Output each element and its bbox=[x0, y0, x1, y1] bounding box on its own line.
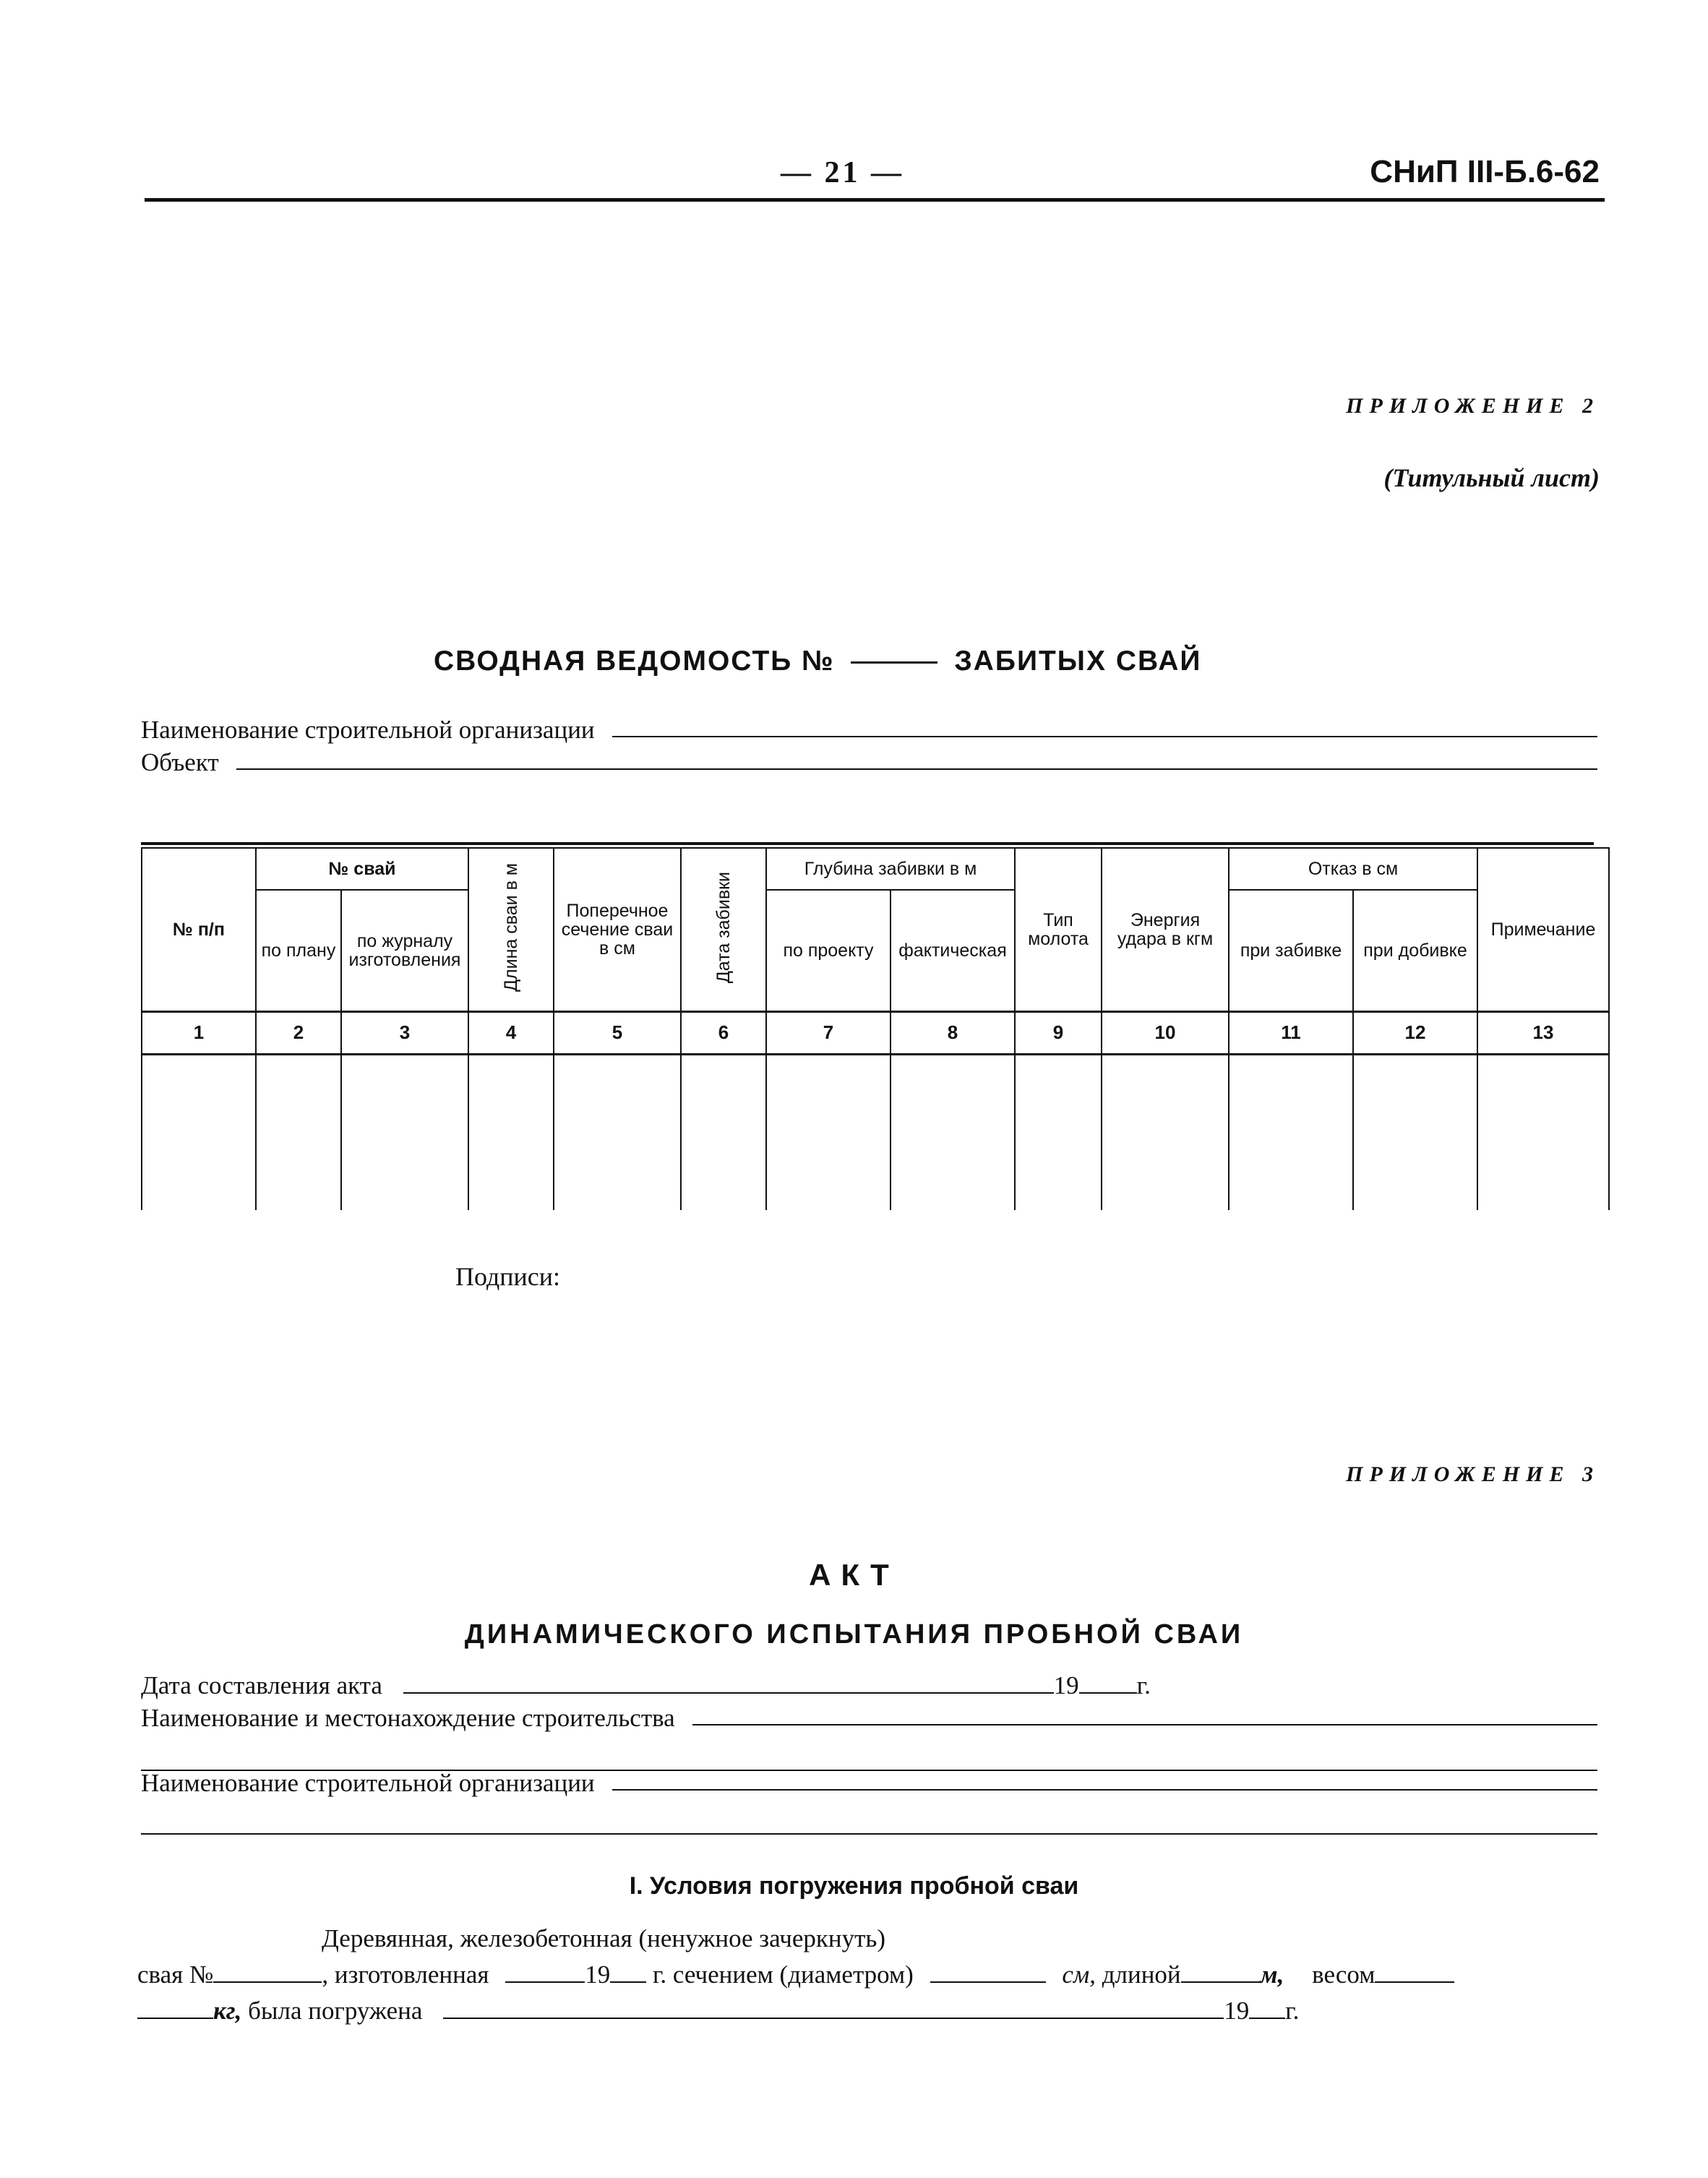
table-cell bbox=[468, 1055, 554, 1211]
column-number: 1 bbox=[142, 1012, 256, 1055]
header-driving-date: Дата забивки bbox=[681, 848, 766, 1012]
made-label: , изготовленная bbox=[322, 1960, 489, 1989]
table-header-row-2 bbox=[142, 890, 1609, 1012]
org-name-row bbox=[141, 716, 1597, 745]
made-date-blank bbox=[505, 1981, 585, 1983]
pile-number-blank bbox=[213, 1981, 322, 1983]
column-number: 7 bbox=[766, 1012, 891, 1055]
summary-sheet-title bbox=[434, 646, 1229, 677]
act-year-blank bbox=[1079, 1692, 1137, 1694]
act-year-prefix: 19 bbox=[1053, 1671, 1079, 1699]
driven-year-prefix: 19 bbox=[1224, 1997, 1250, 2025]
appendix-3-label: ПРИЛОЖЕНИЕ 3 bbox=[1346, 1462, 1600, 1486]
pile-details-line-1 bbox=[137, 1960, 1590, 1989]
column-number: 11 bbox=[1229, 1012, 1353, 1055]
act-year-suffix: г. bbox=[1136, 1671, 1151, 1699]
kg-unit: кг, bbox=[213, 1997, 242, 2025]
appendix-2-label: ПРИЛОЖЕНИЕ 2 bbox=[1346, 394, 1600, 418]
act-org-blank bbox=[612, 1789, 1597, 1791]
column-number: 9 bbox=[1015, 1012, 1102, 1055]
header-rule bbox=[145, 198, 1605, 202]
header-by-journal: по журналу изготовления bbox=[341, 890, 468, 1012]
header-refusal-redriving: при добивке bbox=[1353, 890, 1477, 1012]
page-number: — 21 — bbox=[781, 156, 904, 189]
header-pile-length: Длина сваи в м bbox=[468, 848, 554, 1012]
act-org-blank-2 bbox=[141, 1833, 1597, 1835]
column-number: 13 bbox=[1477, 1012, 1609, 1055]
object-blank bbox=[236, 768, 1597, 770]
act-title: АКТ bbox=[809, 1558, 899, 1592]
sheet-number-blank bbox=[851, 661, 937, 664]
driven-year-blank bbox=[1249, 2018, 1285, 2019]
table-cell bbox=[1102, 1055, 1229, 1211]
weight-label: весом bbox=[1312, 1960, 1376, 1989]
column-number: 8 bbox=[891, 1012, 1015, 1055]
table-cell bbox=[1353, 1055, 1477, 1211]
table-cell bbox=[681, 1055, 766, 1211]
m-unit: м, bbox=[1260, 1960, 1284, 1989]
table-cell bbox=[891, 1055, 1015, 1211]
table-header-row-1 bbox=[142, 848, 1609, 890]
header-hammer-type: Тип молота bbox=[1015, 848, 1102, 1012]
section-1-title: I. Условия погружения пробной сваи bbox=[629, 1872, 1079, 1900]
signatures-label: Подписи: bbox=[455, 1262, 561, 1291]
column-number-row bbox=[142, 1012, 1609, 1055]
act-subtitle: ДИНАМИЧЕСКОГО ИСПЫТАНИЯ ПРОБНОЙ СВАИ bbox=[464, 1619, 1244, 1650]
construction-row bbox=[141, 1704, 1597, 1733]
header-depth-actual: фактическая bbox=[891, 890, 1015, 1012]
org-name-blank bbox=[612, 736, 1597, 737]
cm-unit: см, bbox=[1062, 1960, 1096, 1989]
pile-details-line-2 bbox=[137, 1997, 1299, 2025]
column-number: 6 bbox=[681, 1012, 766, 1055]
header-cross-section: Поперечное сечение сваи в см bbox=[554, 848, 681, 1012]
act-date-row bbox=[141, 1671, 1151, 1700]
table-top-rule bbox=[141, 842, 1594, 845]
header-depth-project: по проекту bbox=[766, 890, 891, 1012]
construction-blank bbox=[692, 1724, 1597, 1725]
act-org-row bbox=[141, 1769, 1597, 1798]
column-number: 12 bbox=[1353, 1012, 1477, 1055]
header-refusal-driving: при забивке bbox=[1229, 890, 1353, 1012]
org-name-label: Наименование строительной организации bbox=[141, 716, 595, 744]
section-label: г. сечением (диаметром) bbox=[652, 1960, 914, 1989]
length-blank bbox=[1181, 1981, 1261, 1983]
pile-number-label: свая № bbox=[137, 1960, 214, 1989]
table-cell bbox=[1229, 1055, 1353, 1211]
weight-blank bbox=[1375, 1981, 1454, 1983]
column-number: 4 bbox=[468, 1012, 554, 1055]
table-cell bbox=[766, 1055, 891, 1211]
summary-title-right: ЗАБИТЫХ СВАЙ bbox=[954, 646, 1202, 677]
table-cell bbox=[1477, 1055, 1609, 1211]
act-org-label: Наименование строительной организации bbox=[141, 1769, 595, 1797]
header-refusal-group: Отказ в см bbox=[1229, 848, 1477, 890]
driven-year-suffix: г. bbox=[1285, 1997, 1300, 2025]
summary-title-left: СВОДНАЯ ВЕДОМОСТЬ № bbox=[434, 646, 835, 677]
header-depth-group: Глубина забивки в м bbox=[766, 848, 1015, 890]
header-impact-energy: Энергия удара в кгм bbox=[1102, 848, 1229, 1012]
column-number: 3 bbox=[341, 1012, 468, 1055]
header-note: Примечание bbox=[1477, 848, 1609, 1012]
table-empty-body-row bbox=[142, 1055, 1609, 1211]
table-cell bbox=[554, 1055, 681, 1211]
made-year-prefix: 19 bbox=[585, 1960, 611, 1989]
object-label: Объект bbox=[141, 748, 219, 776]
construction-label: Наименование и местонахождение строительства bbox=[141, 1704, 675, 1732]
section-blank bbox=[930, 1981, 1046, 1983]
summary-table bbox=[141, 847, 1610, 1210]
header-by-plan: по плану bbox=[256, 890, 341, 1012]
column-number: 5 bbox=[554, 1012, 681, 1055]
act-date-label: Дата составления акта bbox=[141, 1671, 382, 1699]
object-row bbox=[141, 748, 1597, 777]
header-pile-number-group: № свай bbox=[256, 848, 468, 890]
column-number: 10 bbox=[1102, 1012, 1229, 1055]
table-cell bbox=[341, 1055, 468, 1211]
table-cell bbox=[1015, 1055, 1102, 1211]
column-number: 2 bbox=[256, 1012, 341, 1055]
act-date-blank bbox=[403, 1692, 1054, 1694]
length-label: длиной bbox=[1102, 1960, 1181, 1989]
weight-blank-2 bbox=[137, 2018, 213, 2019]
header-np: № п/п bbox=[142, 848, 256, 1012]
table-cell bbox=[256, 1055, 341, 1211]
driven-label: была погружена bbox=[248, 1997, 423, 2025]
pile-material-line: Деревянная, железобетонная (ненужное зачеркнуть) bbox=[322, 1924, 886, 1952]
document-code: СНиП III-Б.6-62 bbox=[1370, 154, 1600, 189]
driven-date-blank bbox=[443, 2018, 1224, 2019]
made-year-blank bbox=[610, 1981, 646, 1983]
table-cell bbox=[142, 1055, 256, 1211]
appendix-2-sublabel: (Титульный лист) bbox=[1383, 463, 1600, 492]
